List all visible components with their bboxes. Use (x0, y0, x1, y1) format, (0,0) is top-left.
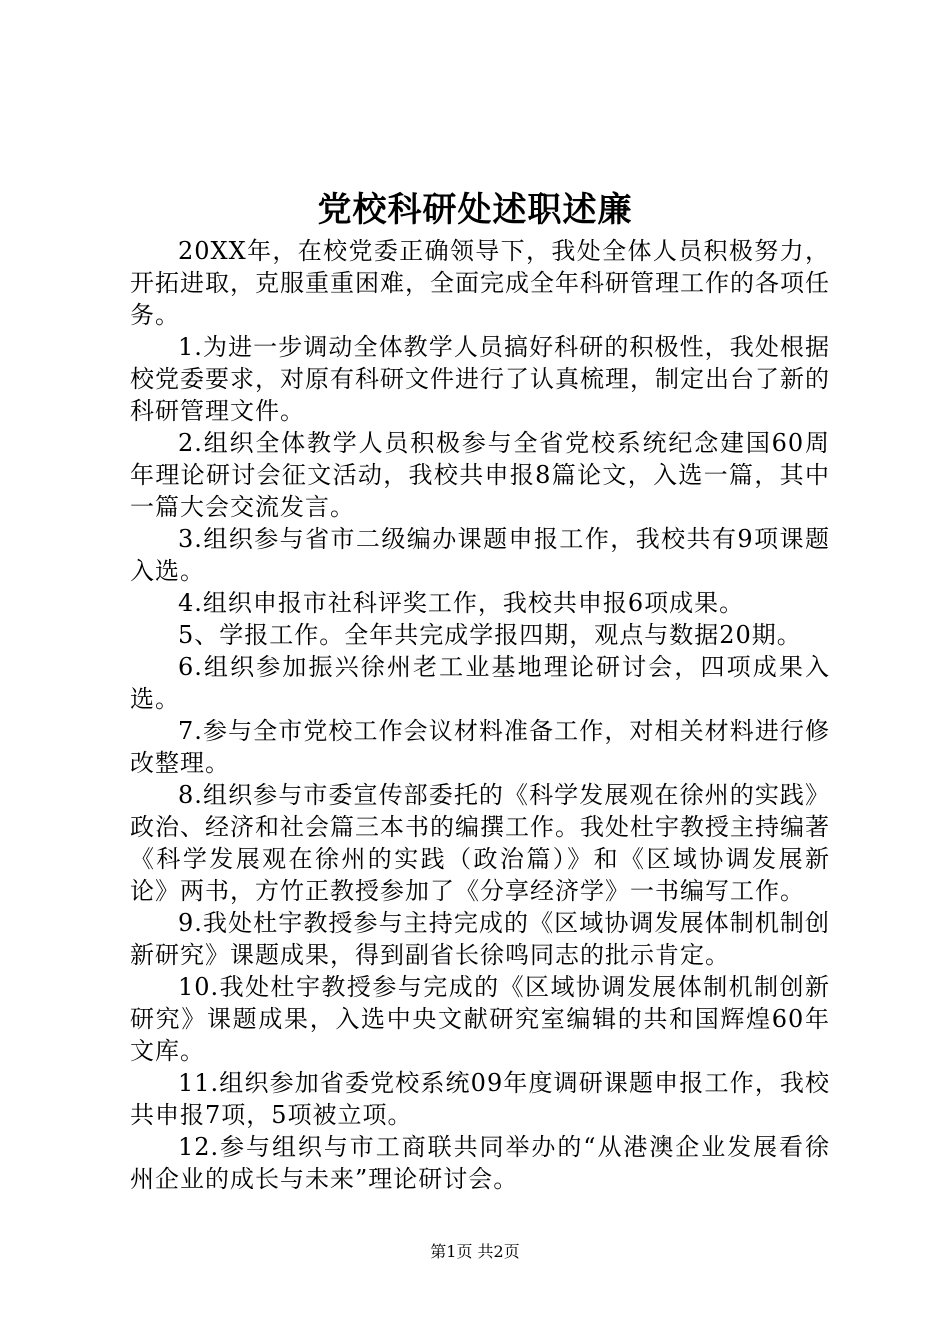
paragraph-item-6: 6.组织参加振兴徐州老工业基地理论研讨会，四项成果入选。 (130, 653, 830, 713)
paragraph-item-10: 10.我处杜宇教授参与完成的《区域协调发展体制机制创新研究》课题成果，入选中央文献研究室编辑的共和国辉煌60年文库。 (130, 973, 830, 1065)
document-title: 党校科研处述职述廉 (317, 190, 633, 230)
paragraph-intro: 20XX年，在校党委正确领导下，我处全体人员积极努力，开拓进取，克服重重困难，全面完成全年科研管理工作的各项任务。 (130, 237, 830, 329)
paragraph-item-5: 5、学报工作。全年共完成学报四期，观点与数据20期。 (178, 621, 802, 649)
paragraph-item-7: 7.参与全市党校工作会议材料准备工作，对相关材料进行修改整理。 (130, 717, 830, 777)
page-footer: 第1页 共2页 (430, 1242, 520, 1261)
paragraph-item-9: 9.我处杜宇教授参与主持完成的《区域协调发展体制机制创新研究》课题成果，得到副省长徐鸣同志的批示肯定。 (130, 909, 830, 969)
paragraph-item-2: 2.组织全体教学人员积极参与全省党校系统纪念建国60周年理论研讨会征文活动，我校共申报8篇论文，入选一篇，其中一篇大会交流发言。 (130, 429, 830, 521)
paragraph-item-3: 3.组织参与省市二级编办课题申报工作，我校共有9项课题入选。 (130, 525, 830, 585)
paragraph-item-4: 4.组织申报市社科评奖工作，我校共申报6项成果。 (178, 589, 745, 617)
paragraph-item-8: 8.组织参与市委宣传部委托的《科学发展观在徐州的实践》政治、经济和社会篇三本书的编撰工作。我处杜宇教授主持编著《科学发展观在徐州的实践（政治篇）》和《区域协调发展新论》两书，方竹正教授参加了《分享经济学》一书编写工作。 (130, 781, 830, 905)
paragraph-item-11: 11.组织参加省委党校系统09年度调研课题申报工作，我校共申报7项，5项被立项。 (130, 1069, 830, 1129)
paragraph-item-1: 1.为进一步调动全体教学人员搞好科研的积极性，我处根据校党委要求，对原有科研文件进行了认真梳理，制定出台了新的科研管理文件。 (130, 333, 830, 425)
paragraph-item-12: 12.参与组织与市工商联共同举办的“从港澳企业发展看徐州企业的成长与未来”理论研讨会。 (130, 1133, 830, 1193)
document-body (130, 235, 830, 1195)
